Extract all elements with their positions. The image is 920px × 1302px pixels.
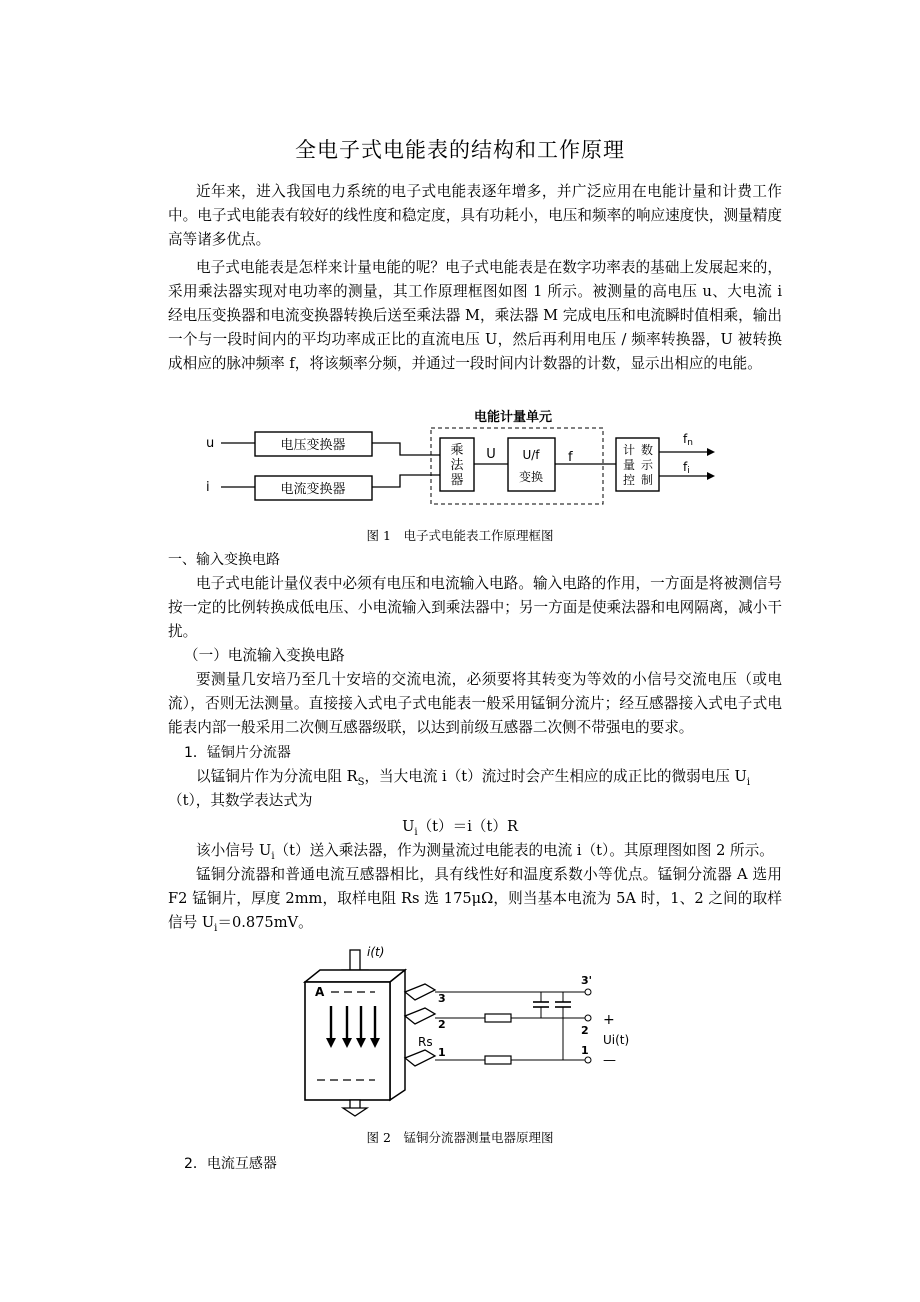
minus-sign: — (603, 1053, 616, 1068)
out-terminal-3-label: 3' (581, 974, 593, 987)
svg-text:制: 制 (640, 473, 654, 487)
current-it-label: i(t) (367, 945, 385, 959)
resistor-1 (485, 1014, 511, 1022)
voltage-converter-label: 电压变换器 (280, 438, 346, 453)
signal-U-label: U (486, 447, 496, 462)
svg-text:数: 数 (640, 443, 654, 457)
output-fi-label: fi (683, 460, 690, 476)
figure-2-shunt-diagram (295, 940, 645, 1120)
rs-label: Rs (418, 1035, 433, 1049)
section-1-heading: 一、输入变换电路 (168, 552, 280, 568)
signal-f-label: f (568, 450, 573, 465)
plus-sign: + (603, 1012, 615, 1028)
section-1-paragraph: 电子式电能计量仪表中必须有电压和电流输入电路。输入电路的作用，一方面是将被测信号按一定的比例转换成低电压、小电流输入到乘法器中；另一方面是使乘法器和电网隔离，减小干扰。 (168, 575, 782, 640)
terminal-3-label: 3 (438, 992, 446, 1005)
item-1-heading: 1．锰铜片分流器 (184, 745, 291, 761)
terminal-2-label: 2 (438, 1018, 446, 1031)
svg-text:量: 量 (622, 458, 636, 472)
item-2-heading: 2．电流互感器 (184, 1156, 277, 1172)
figure-1-block-diagram (195, 405, 735, 510)
multiplier-char-3: 器 (450, 473, 464, 488)
item-1-paragraph-3: 锰铜分流器和普通电流互感器相比，具有线性好和温度系数小等优点。锰铜分流器 A 选用 F2 锰铜片，厚度 2mm，取样电阻 Rs 选 175μΩ，则当基本电流为 5A 时，1、2 之间的取样信号 $U_i=0.875mV$。 (168, 866, 782, 934)
multiplier-char-1: 乘 (450, 443, 464, 458)
figure-1-caption: 图 1 电子式电能表工作原理框图 (366, 528, 554, 543)
item-1-line-1: 以锰铜片作为分流电阻 $R_S$，当大电流 i（t）流过时会产生相应的成正比的微弱电压 $U_i$ (196, 768, 751, 788)
intro-paragraph-2: 电子式电能表是怎样来计量电能的呢？电子式电能表是在数字功率表的基础上发展起来的，采用乘法器实现对电功率的测量，其工作原理框图如图 1 所示。被测量的高电压 u、大电流 i 经电压变换器和电流变换器转换后送至乘法器 M，乘法器 M 完成电压和电流瞬时值相乘，输出一个与一段时间内的平均功率成正比的直流电压 U，然后再利用电压 / 频率转换器，U 被转换成相应的脉冲频率 f，将该频率分频，并通过一段时间内计数器的计数，显示出相应的电能。 (168, 259, 782, 372)
multiplier-char-2: 法 (450, 458, 464, 473)
terminal-1-label: 1 (438, 1046, 446, 1059)
input-u-label: u (206, 436, 215, 451)
subsection-1-paragraph: 要测量几安培乃至几十安培的交流电流，必须要将其转变为等效的小信号交流电压（或电流），否则无法测量。直接接入式电子式电能表一般采用锰铜分流片；经互感器接入式电子式电能表内部一般采用二次侧互感器级联，以达到前级互感器二次侧不带强电的要求。 (168, 671, 782, 736)
energy-unit-label: 电能计量单元 (473, 410, 553, 425)
current-converter-label: 电流变换器 (280, 482, 346, 497)
input-i-label: i (206, 480, 210, 495)
document-title: 全电子式电能表的结构和工作原理 (295, 138, 625, 162)
item-1-paragraph-2: 该小信号 $U_i(t)$送入乘法器，作为测量流过电能表的电流 i（t）。其原理图如图 2 所示。 (196, 842, 774, 862)
svg-text:计: 计 (622, 443, 636, 457)
figure-2-caption: 图 2 锰铜分流器测量电器原理图 (366, 1130, 554, 1145)
intro-paragraph-1: 近年来，进入我国电力系统的电子式电能表逐年增多，并广泛应用在电能计量和计费工作中。电子式电能表有较好的线性度和稳定度，具有功耗小，电压和频率的响应速度快，测量精度高等诸多优点。 (168, 183, 782, 248)
shunt-A-label: A (315, 985, 325, 999)
out-terminal-1-label: 1 (581, 1044, 589, 1057)
uf-converter-bottom: 变换 (518, 470, 544, 484)
svg-text:控: 控 (622, 473, 636, 487)
out-terminal-2-label: 2 (581, 1024, 589, 1037)
resistor-2 (485, 1056, 511, 1064)
output-fn-label: fn (683, 432, 693, 448)
item-1-line-2: （t），其数学表达式为 (168, 792, 313, 809)
subsection-1-heading: （一）电流输入变换电路 (184, 647, 345, 664)
uf-converter-top: U/f (522, 448, 540, 462)
ui-output-label: Ui(t) (603, 1033, 630, 1047)
svg-text:示: 示 (640, 458, 654, 472)
formula-ui: $U_i(t)=i(t)R$ (402, 818, 518, 838)
